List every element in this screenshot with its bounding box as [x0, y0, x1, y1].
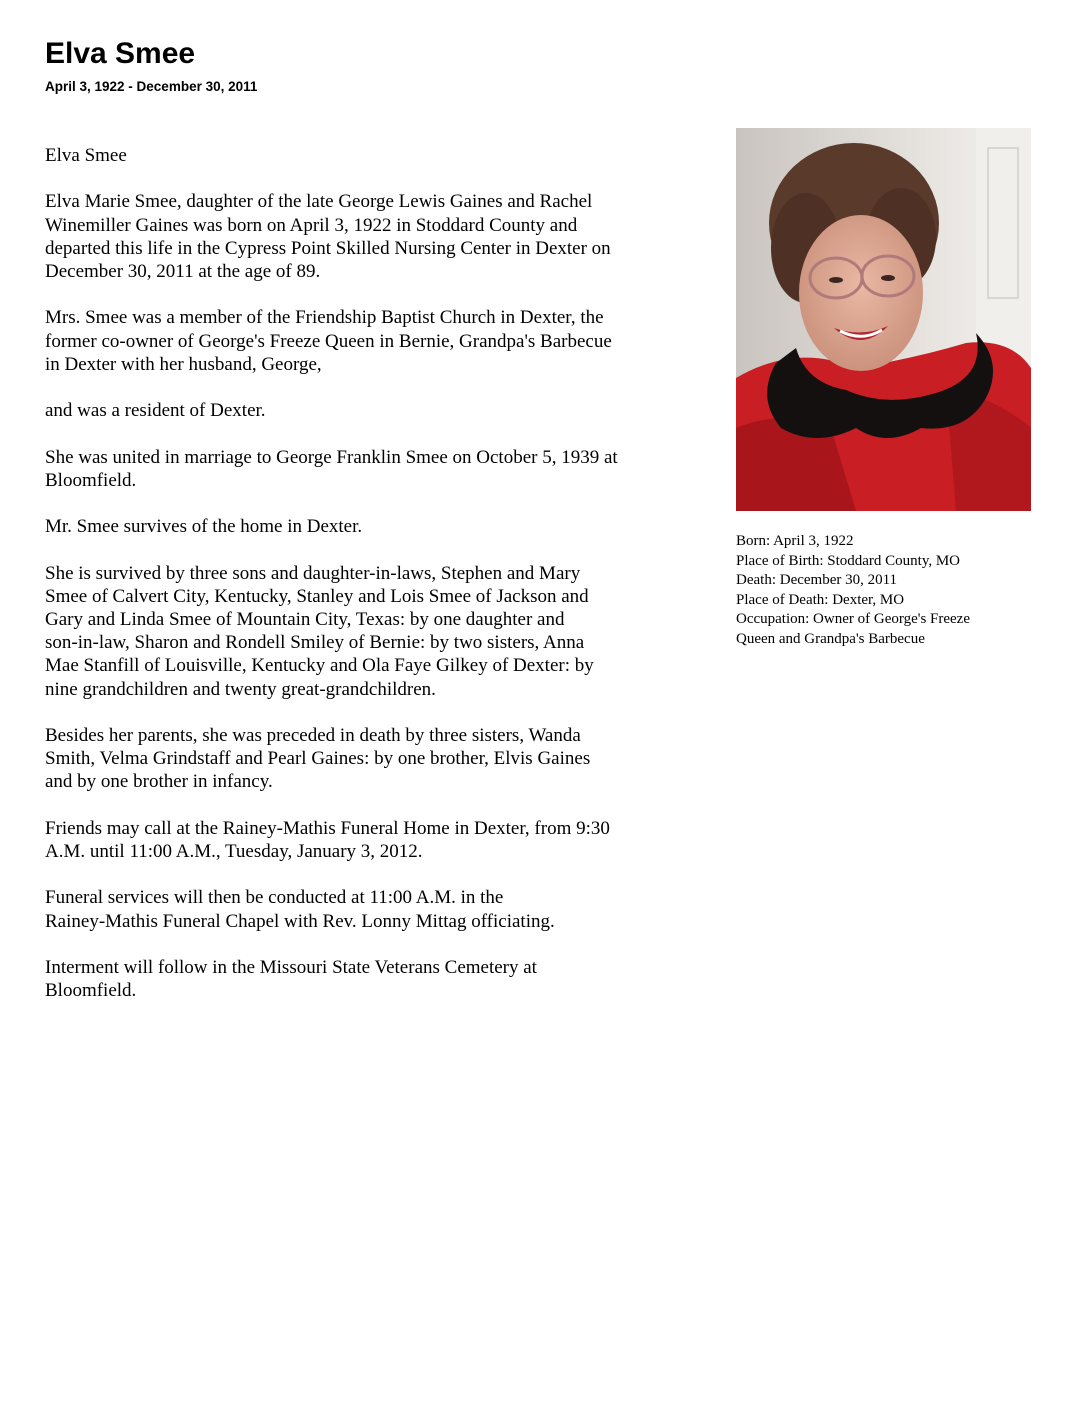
- obituary-paragraph: Funeral services will then be conducted at 11:00 A.M. in the Rainey-Mathis Funeral Chapel with Rev. Lonny Mittag officiating.: [45, 887, 555, 932]
- obituary-body: [45, 144, 695, 1026]
- obituary-paragraph: Besides her parents, she was preceded in death by three sisters, Wanda Smith, Velma Grindstaff and Pearl Gaines: by one brother, Elvis Gaines and by one brother in infancy.: [45, 724, 591, 793]
- obituary-paragraph: She is survived by three sons and daughter-in-laws, Stephen and Mary Smee of Calvert City, Kentucky, Stanley and Lois Smee of Jackson and Gary and Linda Smee of Mountain City, Texas: by one daughter and son-in-law, Sharon and Rondell Smiley of Bernie: by two sisters, Anna Mae Stanfill of Louisville, Kentucky and Ola Faye Gilkey of Dexter: by nine grandchildren and twenty great-grandchildren.: [45, 562, 594, 700]
- obituary-paragraph: Elva Smee: [45, 145, 127, 166]
- portrait-photo: [736, 128, 1031, 511]
- page-title: Elva Smee: [45, 37, 196, 70]
- portrait-icon: [736, 128, 1031, 511]
- obituary-paragraph: Mrs. Smee was a member of the Friendship Baptist Church in Dexter, the former co-owner of George's Freeze Queen in Bernie, Grandpa's Barbecue in Dexter with her husband, George,: [45, 307, 612, 375]
- fact-place-of-death: Place of Death: Dexter, MO: [736, 591, 905, 608]
- fact-occupation: Occupation: Owner of George's Freeze Queen and Grandpa's Barbecue: [736, 611, 971, 647]
- obituary-paragraph: Mr. Smee survives of the home in Dexter.: [45, 516, 363, 538]
- fact-death: Death: December 30, 2011: [736, 572, 898, 589]
- obituary-paragraph: Elva Marie Smee, daughter of the late George Lewis Gaines and Rachel Winemiller Gaines was born on April 3, 1922 in Stoddard County and departed this life in the Cypress Point Skilled Nursing Center in Dexter on December 30, 2011 at the age of 89.: [45, 191, 611, 282]
- life-dates: April 3, 1922 - December 30, 2011: [45, 79, 258, 94]
- fact-born: Born: April 3, 1922: [736, 533, 854, 549]
- fact-place-of-birth: Place of Birth: Stoddard County, MO: [736, 552, 961, 569]
- obituary-paragraph: Friends may call at the Rainey-Mathis Funeral Home in Dexter, from 9:30 A.M. until 11:00 A.M., Tuesday, January 3, 2012.: [45, 817, 610, 862]
- obituary-paragraph: and was a resident of Dexter.: [45, 400, 266, 422]
- vital-facts: [736, 532, 1036, 650]
- obituary-paragraph: Interment will follow in the Missouri State Veterans Cemetery at Bloomfield.: [45, 956, 537, 1002]
- obituary-paragraph: She was united in marriage to George Franklin Smee on October 5, 1939 at Bloomfield.: [45, 446, 618, 491]
